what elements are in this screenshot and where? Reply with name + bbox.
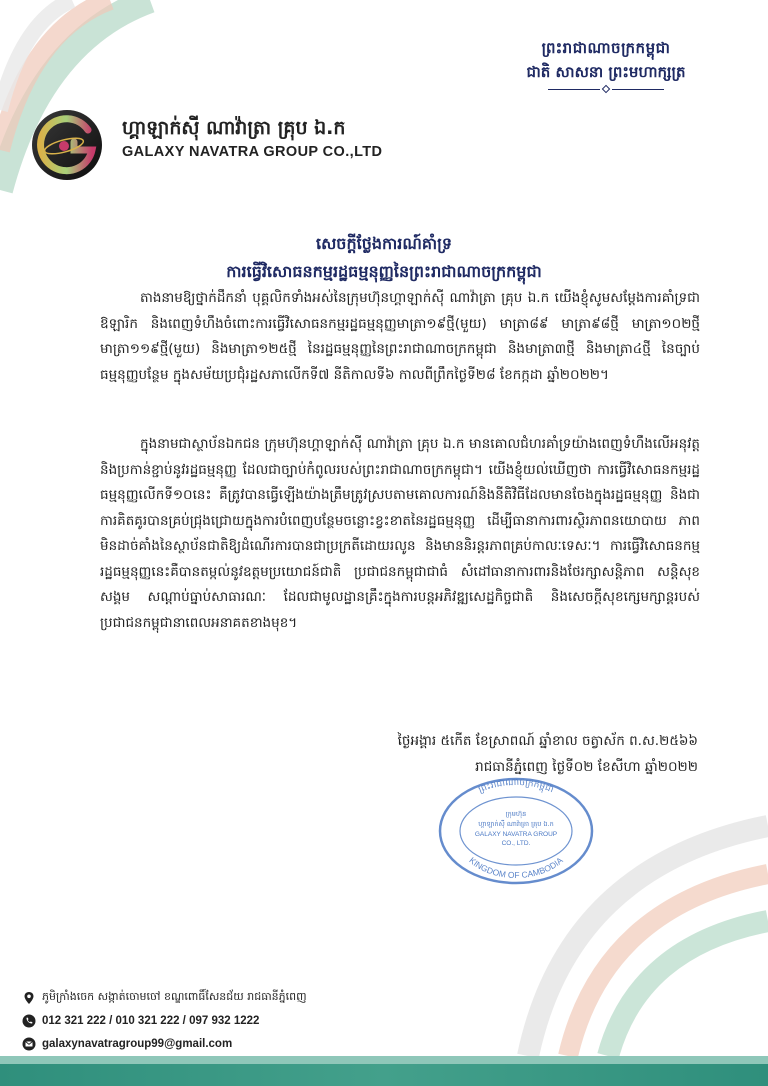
lunar-date: ថ្ងៃអង្គារ ៥កើត ខែស្រាពណ៍ ឆ្នាំខាល ចត្វាស័ក ព.ស.២៥៦៦ bbox=[397, 733, 698, 749]
company-name-en: GALAXY NAVATRA GROUP CO.,LTD bbox=[122, 144, 383, 160]
company-logo-icon bbox=[30, 108, 104, 182]
nation-motto: ជាតិ សាសនា ព្រះមហាក្សត្រ bbox=[526, 63, 686, 81]
contact-email[interactable]: galaxynavatragroup99@gmail.com bbox=[42, 1038, 233, 1050]
seal-top-text: ព្រះរាជាណាចក្រកម្ពុជា bbox=[477, 777, 555, 796]
seal-mid-en-1: GALAXY NAVATRA GROUP bbox=[474, 831, 558, 838]
body-paragraph-2: ក្នុងនាមជាស្ថាប័នឯកជន ក្រុមហ៊ុនហ្គាឡាក់ស៊ី ណាវ៉ាត្រា គ្រុប ឯ.ក មានគោលជំហរគាំទ្រយ៉ាងពេញទំហឹងលើអនុវត្ត និងប្រកាន់ខ្ជាប់នូវរដ្ឋធម្មនុញ្ញ ដែលជាច្បាប់កំពូលរបស់ព្រះរាជាណាចក្រកម្ពុជា។ យើងខ្ញុំយល់ឃើញថា ការធ្វើវិសោធនកម្មរដ្ឋធម្មនុញ្ញលើកទី១០នេះ គឺត្រូវបានធ្វើឡើងយ៉ាងត្រឹមត្រូវស្របតាមគោលការណ៍និងនីតិវិធីដែលមានចែងក្នុងរដ្ឋធម្មនុញ្ញ និងជាការគិតគូរបានគ្រប់ជ្រុងជ្រោយក្នុងការបំពេញបន្ថែមចន្លោះខ្វះខាតនៃរដ្ឋធម្មនុញ្ញ ដើម្បីធានាការពារស្ថិរភាពនយោបាយ ភាពមិនដាច់គាំងនៃស្ថាប័នជាតិឱ្យដំណើរការបានជាប្រក្រតីដោយរលូន និងមាននិរន្តរភាពគ្រប់កាលៈទេសៈ។ ការធ្វើវិសោធនកម្មរដ្ឋធម្មនុញ្ញនេះគឺបានតម្កល់នូវឧត្តមប្រយោជន៍ជាតិ ប្រជាជនកម្ពុជាជាធំ សំដៅធានាការពារនិងថែរក្សាសន្តិភាព សន្តិសុខសង្គម សណ្តាប់ធ្នាប់សាធារណៈ ដែលជាមូលដ្ឋានគ្រឹះក្នុងការបន្តអភិវឌ្ឍសេដ្ឋកិច្ចជាតិ និងសេចក្តីសុខក្សេមក្សាន្តរបស់ប្រជាជនកម្ពុជានាពេលអនាគតខាងមុខ។ bbox=[100, 436, 700, 631]
document-title bbox=[100, 232, 668, 284]
solar-date: រាជធានីភ្នំពេញ ថ្ងៃទី០២ ខែសីហា ឆ្នាំ២០២២ bbox=[475, 759, 698, 775]
contact-email-row bbox=[22, 1034, 307, 1054]
svg-text:ព្រះរាជាណាចក្រកម្ពុជា bbox=[477, 778, 555, 795]
seal-mid-en-2: CO., LTD. bbox=[501, 840, 531, 847]
contact-address-row bbox=[22, 988, 307, 1008]
header-ornament bbox=[506, 85, 706, 93]
email-icon bbox=[22, 1037, 36, 1051]
footer-stripe bbox=[0, 1056, 768, 1086]
contact-phone-row bbox=[22, 1011, 307, 1031]
seal-mid-kh-2: ហ្គាឡាក់ស៊ី ណាវ៉ាត្រា គ្រុប ឯ.ក bbox=[478, 820, 554, 828]
seal-mid-kh-1: ក្រុមហ៊ុន bbox=[505, 810, 527, 818]
kingdom-title: ព្រះរាជាណាចក្រកម្ពុជា bbox=[541, 39, 671, 57]
body-paragraph-1: តាងនាមឱ្យថ្នាក់ដឹកនាំ បុគ្គលិកទាំងអស់នៃក្រុមហ៊ុនហ្គាឡាក់ស៊ី ណាវ៉ាត្រា គ្រុប ឯ.ក យើងខ្ញុំសូមសម្តែងការគាំទ្រជាឱឡារិក និងពេញទំហឹងចំពោះការធ្វើវិសោធនកម្មរដ្ឋធម្មនុញ្ញមាត្រា១៩ថ្មី(មួយ) មាត្រា៨៩ មាត្រា៩៨ថ្មី មាត្រា១០២ថ្មី មាត្រា១១៩ថ្មី(មួយ) និងមាត្រា១២៥ថ្មី នៃរដ្ឋធម្មនុញ្ញនៃព្រះរាជាណាចក្រកម្ពុជា និងមាត្រា៣ថ្មី និងមាត្រា៤ថ្មី នៃច្បាប់ធម្មនុញ្ញបន្ថែម ក្នុងសម័យប្រជុំរដ្ឋសភាលើកទី៧ នីតិកាលទី៦ កាលពីព្រឹកថ្ងៃទី២៨ ខែកក្កដា ឆ្នាំ២០២២។ bbox=[100, 290, 700, 383]
location-pin-icon bbox=[22, 991, 36, 1005]
date-block bbox=[398, 728, 698, 780]
seal-bottom-text: KINGDOM OF CAMBODIA bbox=[467, 855, 565, 881]
company-seal-stamp bbox=[436, 776, 596, 886]
contact-phone: 012 321 222 / 010 321 222 / 097 932 1222 bbox=[42, 1015, 260, 1027]
kingdom-header bbox=[506, 38, 706, 93]
title-line-1: សេចក្តីថ្លែងការណ៍គាំទ្រ bbox=[315, 234, 452, 253]
company-name-kh: ហ្គាឡាក់ស៊ី ណាវ៉ាត្រា គ្រុប ឯ.ក bbox=[122, 117, 346, 139]
contact-footer bbox=[22, 988, 307, 1057]
phone-icon bbox=[22, 1014, 36, 1028]
contact-address: ភូមិក្រាំងចេក សង្កាត់ចោមចៅ ខណ្ឌពោធិ៍សែនជ័យ រាជធានីភ្នំពេញ bbox=[42, 990, 307, 1003]
title-line-2: ការធ្វើវិសោធនកម្មរដ្ឋធម្មនុញ្ញនៃព្រះរាជាណាចក្រកម្ពុជា bbox=[226, 262, 542, 281]
company-name-block bbox=[122, 116, 382, 160]
